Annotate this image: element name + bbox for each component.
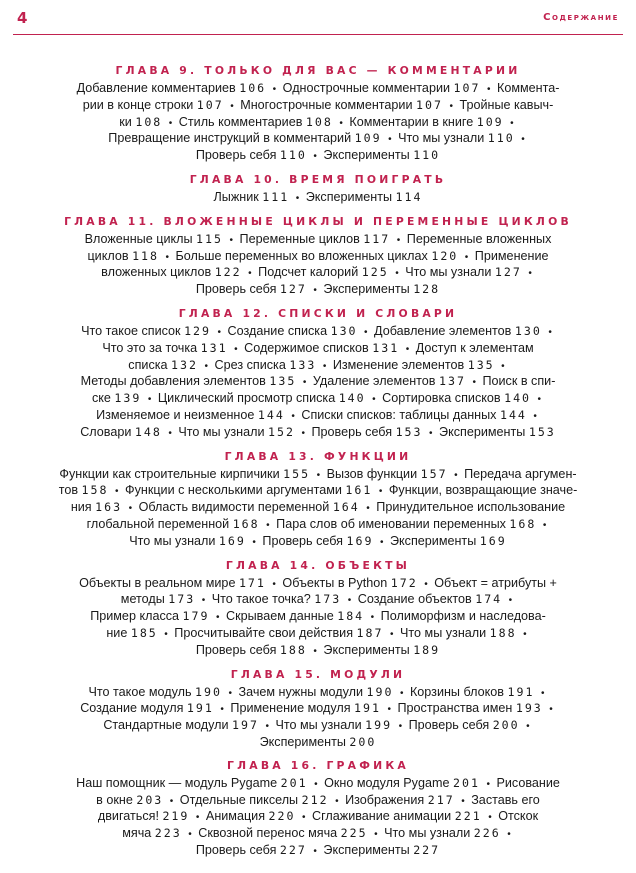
toc-line: Добавление комментариев 106 • Однострочные комментарии 107 • Коммента- xyxy=(76,81,560,95)
chapter-title: ГЛАВА 16. ГРАФИКА xyxy=(227,758,409,772)
toc-line: Проверь себя 127 • Эксперименты 128 xyxy=(195,282,441,297)
toc-line: Создание модуля 191 • Применение модуля 191 • Пространства имен 193 • xyxy=(80,701,553,716)
chapter-title: ГЛАВА 12. СПИСКИ И СЛОВАРИ xyxy=(178,306,458,320)
toc-line: Вложенные циклы 115 • Переменные циклов 117 • Переменные вложенных xyxy=(84,231,552,246)
toc-line: ние 185 • Просчитывайте свои действия 187 • Что мы узнали 188 • xyxy=(106,625,527,640)
toc-line: ки 108 • Стиль комментариев 108 • Комментарии в книге 109 • xyxy=(119,114,514,129)
toc-line: Объекты в реальном мире 171 • Объекты в Python 172 • Объект = атрибуты + xyxy=(79,575,557,590)
chapter-section xyxy=(16,305,620,442)
toc-line: мяча 223 • Сквозной перенос мяча 225 • Что мы узнали 226 • xyxy=(122,826,511,841)
chapter-title: ГЛАВА 10. ВРЕМЯ ПОИГРАТЬ xyxy=(189,172,447,186)
chapter-title: ГЛАВА 14. ОБЪЕКТЫ xyxy=(225,558,411,572)
running-title: Содержание xyxy=(543,12,619,23)
toc-line: тов 158 • Функции с несколькими аргументами 161 • Функции, возвращающие значе- xyxy=(58,483,578,498)
table-of-contents xyxy=(16,62,620,866)
toc-line: двигаться! 219 • Анимация 220 • Сглаживание анимации 221 • Отскок xyxy=(97,809,539,824)
toc-line: Эксперименты 200 xyxy=(259,734,377,749)
chapter-title: ГЛАВА 15. МОДУЛИ xyxy=(230,667,406,681)
toc-line: Что такое модуль 190 • Зачем нужны модули 190 • Корзины блоков 191 • xyxy=(88,684,545,699)
page-header xyxy=(0,0,636,40)
toc-line: Словари 148 • Что мы узнали 152 • Проверь себя 153 • Эксперименты 153 xyxy=(80,424,556,439)
toc-line: рии в конце строки 107 • Многострочные комментарии 107 • Тройные кавыч- xyxy=(82,97,554,112)
toc-line: Методы добавления элементов 135 • Удаление элементов 137 • Поиск в спи- xyxy=(80,374,556,389)
toc-line: Лыжник 111 • Эксперименты 114 xyxy=(213,189,423,204)
toc-line: Что это за точка 131 • Содержимое списков 131 • Доступ к элементам xyxy=(102,340,534,355)
chapter-title: ГЛАВА 13. ФУНКЦИИ xyxy=(224,449,412,463)
toc-line: ске 139 • Циклический просмотр списка 140 • Сортировка списков 140 • xyxy=(91,391,542,406)
toc-line: Пример класса 179 • Скрываем данные 184 • Полиморфизм и наследова- xyxy=(90,609,546,624)
chapter-section xyxy=(16,666,620,751)
toc-line: вложенных циклов 122 • Подсчет калорий 125 • Что мы узнали 127 • xyxy=(101,265,532,280)
toc-line: Проверь себя 188 • Эксперименты 189 xyxy=(195,642,441,657)
chapter-section xyxy=(16,757,620,860)
chapter-section xyxy=(16,213,620,299)
toc-line: Стандартные модули 197 • Что мы узнали 199 • Проверь себя 200 • xyxy=(103,718,530,733)
toc-line: Что такое список 129 • Создание списка 130 • Добавление элементов 130 • xyxy=(81,323,552,338)
toc-line: Изменяемое и неизменное 144 • Списки списков: таблицы данных 144 • xyxy=(96,407,537,422)
page-number: 4 xyxy=(17,9,28,27)
toc-line: Превращение инструкций в комментарий 109 • Что мы узнали 110 • xyxy=(108,131,525,146)
toc-line: в окне 203 • Отдельные пикселы 212 • Изображения 217 • Заставь его xyxy=(96,792,540,807)
toc-line: глобальной переменной 168 • Пара слов об именовании переменных 168 • xyxy=(86,516,547,531)
toc-line: Наш помощник — модуль Pygame 201 • Окно модуля Pygame 201 • Рисование xyxy=(76,775,560,790)
toc-line: Проверь себя 227 • Эксперименты 227 xyxy=(195,842,441,857)
toc-line: ния 163 • Область видимости переменной 164 • Принудительное использование xyxy=(70,500,566,515)
chapter-section xyxy=(16,62,620,165)
toc-line: методы 173 • Что такое точка? 173 • Создание объектов 174 • xyxy=(120,592,513,607)
chapter-section xyxy=(16,557,620,660)
toc-line: Что мы узнали 169 • Проверь себя 169 • Эксперименты 169 xyxy=(129,533,507,548)
toc-line: Функции как строительные кирпичики 155 • Вызов функции 157 • Передача аргумен- xyxy=(59,466,577,481)
toc-line: Проверь себя 110 • Эксперименты 110 xyxy=(195,148,441,163)
header-rule xyxy=(13,34,623,35)
chapter-section xyxy=(16,171,620,207)
chapter-title: ГЛАВА 9. ТОЛЬКО ДЛЯ ВАС — КОММЕНТАРИИ xyxy=(115,64,521,77)
toc-line: списка 132 • Срез списка 133 • Изменение элементов 135 • xyxy=(128,357,505,372)
chapter-section xyxy=(16,448,620,551)
toc-line: циклов 118 • Больше переменных во вложенных циклах 120 • Применение xyxy=(87,248,549,263)
chapter-title: ГЛАВА 11. ВЛОЖЕННЫЕ ЦИКЛЫ И ПЕРЕМЕННЫЕ ЦИКЛОВ xyxy=(64,214,572,228)
